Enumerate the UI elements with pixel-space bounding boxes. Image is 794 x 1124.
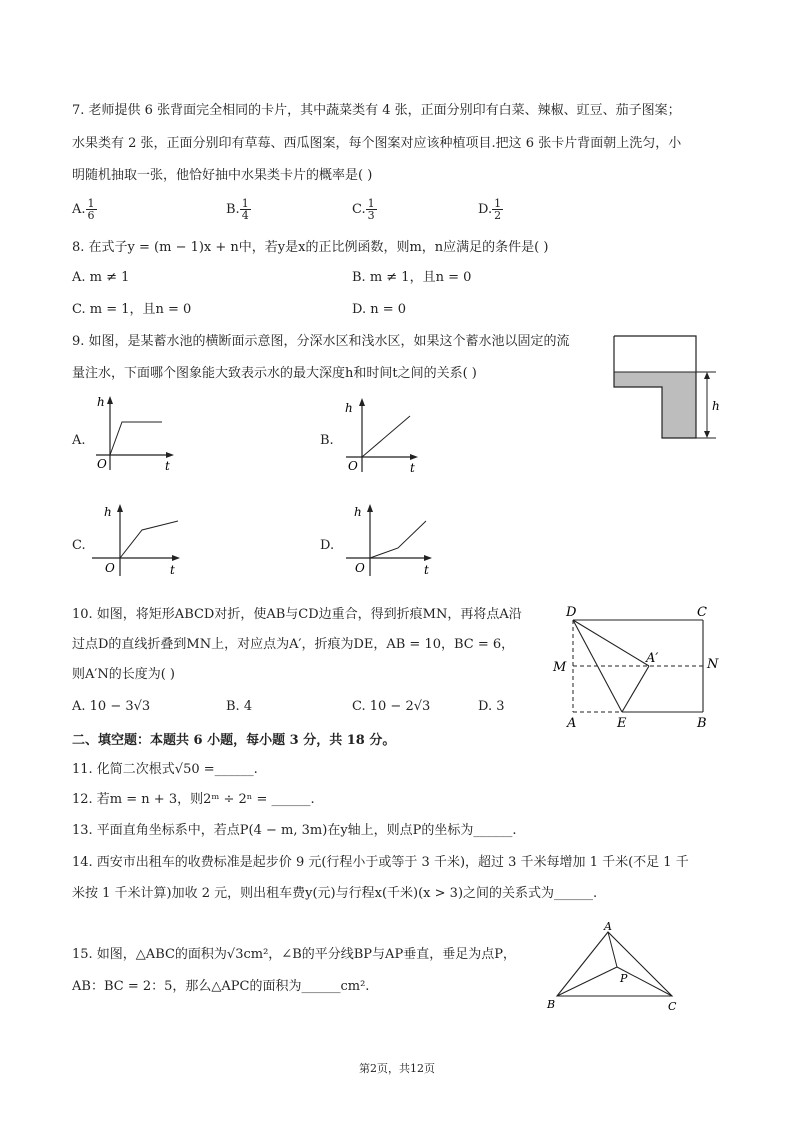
q8-stem: 8. 在式子y = (m − 1)x + n中，若y是x的正比例函数，则m，n应满足的条件是( ) bbox=[72, 240, 549, 255]
q8-option-d: D. n = 0 bbox=[352, 302, 407, 317]
q10-option-b: B. 4 bbox=[226, 699, 253, 714]
graph-d-t-label: t bbox=[424, 563, 429, 577]
page-footer: 第2页，共12页 bbox=[359, 1062, 435, 1075]
q9-graph-a-label: A. bbox=[72, 433, 86, 448]
q8-option-a: A. m ≠ 1 bbox=[72, 270, 130, 285]
q7-option-d: D. $\frac{1}{2}$ bbox=[478, 197, 502, 222]
graph-d-h-label: h bbox=[354, 505, 362, 519]
label-a-prime: A′ bbox=[646, 651, 659, 666]
q10-line2: 过点D的直线折叠到MN上，对应点为A′，折痕为DE，AB = 10，BC = 6， bbox=[72, 637, 515, 652]
q12: 12. 若m = n + 3，则2ᵐ ÷ 2ⁿ = ______. bbox=[72, 792, 315, 807]
graph-c-t-label: t bbox=[170, 563, 175, 577]
graph-c-h-label: h bbox=[104, 505, 112, 519]
q15-line2: AB：BC = 2：5，那么△APC的面积为______cm². bbox=[72, 979, 370, 994]
graph-a-h-label: h bbox=[97, 395, 105, 409]
q10-option-d: D. 3 bbox=[478, 699, 505, 714]
graph-a-t-label: t bbox=[165, 459, 170, 473]
label-d: D bbox=[566, 605, 577, 620]
q9-graph-c-label: C. bbox=[72, 538, 86, 553]
graph-b-t-label: t bbox=[410, 461, 415, 475]
q7-line2: 水果类有 2 张，正面分别印有草莓、西瓜图案，每个图案对应该种植项目.把这 6 张卡片背面朝上洗匀，小 bbox=[72, 136, 682, 151]
q7-line1: 7. 老师提供 6 张背面完全相同的卡片，其中蔬菜类有 4 张，正面分别印有白菜、辣椒、豇豆、茄子图案； bbox=[72, 103, 681, 118]
label-a: A bbox=[567, 716, 577, 731]
section-2-heading: 二、填空题：本题共 6 小题，每小题 3 分，共 18 分。 bbox=[72, 733, 396, 748]
label-n: N bbox=[707, 657, 719, 672]
q10-option-c: C. 10 − 2√3 bbox=[352, 699, 431, 714]
label-a: A bbox=[604, 920, 612, 933]
graph-b-h-label: h bbox=[345, 401, 353, 415]
q10-line1: 10. 如图，将矩形ABCD对折，使AB与CD边重合，得到折痕MN，再将点A沿 bbox=[72, 607, 522, 622]
graph-d-origin-label: O bbox=[355, 561, 365, 575]
q9-graph-b-label: B. bbox=[320, 433, 334, 448]
q13: 13. 平面直角坐标系中，若点P(4 − m, 3m)在y轴上，则点P的坐标为______. bbox=[72, 823, 517, 838]
graph-c-origin-label: O bbox=[105, 561, 115, 575]
label-b: B bbox=[547, 998, 556, 1011]
q10-line3: 则A′N的长度为( ) bbox=[72, 667, 175, 682]
reservoir-h-label: h bbox=[712, 399, 720, 413]
q11: 11. 化简二次根式√50 =______. bbox=[72, 762, 258, 777]
q8-option-c: C. m = 1，且n = 0 bbox=[72, 302, 192, 317]
label-b: B bbox=[697, 716, 707, 731]
q9-line1: 9. 如图，是某蓄水池的横断面示意图，分深水区和浅水区，如果这个蓄水池以固定的流 bbox=[72, 334, 570, 349]
q7-option-a: A. $\frac{1}{6}$ bbox=[72, 197, 95, 222]
q7-line3: 明随机抽取一张，他恰好抽中水果类卡片的概率是( ) bbox=[72, 168, 373, 183]
graph-b-origin-label: O bbox=[348, 459, 358, 473]
label-e: E bbox=[617, 716, 627, 731]
q14-line1: 14. 西安市出租车的收费标准是起步价 9 元(行程小于或等于 3 千米)，超过 3 千米每增加 1 千米(不足 1 千 bbox=[72, 855, 689, 870]
q7-option-c: C. $\frac{1}{3}$ bbox=[352, 197, 375, 222]
q15-line1: 15. 如图，△ABC的面积为√3cm²，∠B的平分线BP与AP垂直，垂足为点P， bbox=[72, 947, 516, 962]
label-p: P bbox=[620, 972, 628, 985]
q9-graph-d-label: D. bbox=[320, 538, 335, 553]
label-m: M bbox=[553, 660, 567, 675]
q7-option-b: B. $\frac{1}{4}$ bbox=[226, 197, 249, 222]
q8-option-b: B. m ≠ 1，且n = 0 bbox=[352, 270, 472, 285]
q9-line2: 量注水，下面哪个图象能大致表示水的最大深度h和时间t之间的关系( ) bbox=[72, 366, 477, 381]
q10-option-a: A. 10 − 3√3 bbox=[72, 699, 151, 714]
segment-bp bbox=[557, 967, 617, 996]
label-c: C bbox=[697, 605, 707, 620]
q14-line2: 米按 1 千米计算)加收 2 元，则出租车费y(元)与行程x(千米)(x > 3)之间的关系式为______. bbox=[72, 886, 598, 901]
graph-a-origin-label: O bbox=[97, 457, 107, 471]
label-c: C bbox=[668, 1000, 677, 1013]
